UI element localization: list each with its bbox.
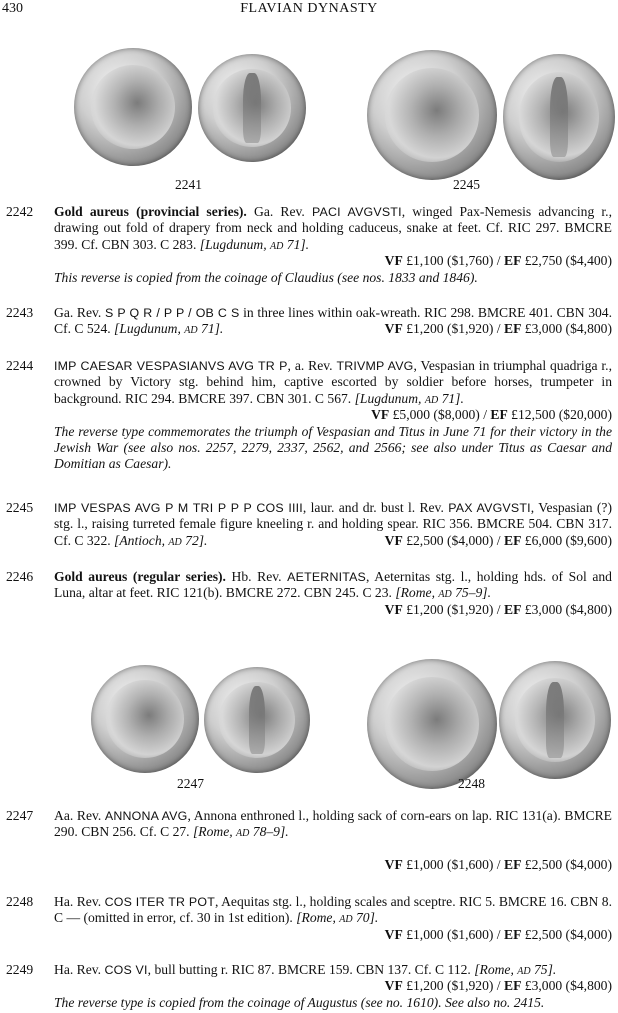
catalogue-entry-2249 [6, 962, 612, 1011]
mint-date: [Rome, ad 78–9]. [192, 824, 289, 840]
coin-figures-top [0, 40, 618, 190]
reverse-legend: COS VI [104, 963, 148, 977]
entry-text: Ga. Rev. [54, 305, 105, 320]
entry-text: Ha. Rev. [54, 894, 105, 909]
entry-text: , a. Rev. [287, 358, 337, 373]
entry-description: , Aequitas stg. l., holding scales and sceptre. RIC 5. BMCRE 16. CBN 8. C — (omitted in error, cf. 30 in 1st edition). [54, 894, 612, 926]
figure-label-2241: 2241 [175, 177, 202, 192]
reverse-legend: COS ITER TR POT [104, 895, 215, 909]
entry-text: Ha. Rev. [54, 962, 105, 977]
valuation: VF £1,200 ($1,920) / EF £3,000 ($4,800) [384, 321, 612, 337]
entry-description: , Aeternitas stg. l., holding hds. of Sol and Luna, altar at feet. RIC 121(b). BMCRE 272. CBN 245. C 23. [54, 569, 612, 601]
coin-2245-obverse-image [367, 50, 497, 180]
coin-2241-reverse-image [198, 54, 306, 162]
entry-number: 2244 [6, 358, 34, 373]
entry-number: 2242 [6, 204, 34, 219]
entry-text: Aa. Rev. [54, 808, 105, 823]
entry-description: , Vespasian (?) stg. l., raising turreted female figure kneeling r. and holding spear. RIC 356. BMCRE 504. CBN 317. Cf. C 322. [54, 500, 612, 548]
entry-note: The reverse type commemorates the triumph of Vespasian and Titus in June 71 for their victory in the Jewish War (see also nos. 2257, 2279, 2337, 2562, and 2566; see also under Titus as Caesar and Domitian as Caesar). [54, 423, 612, 472]
entry-description: , bull butting r. RIC 87. BMCRE 159. CBN 137. Cf. C 112. [147, 962, 475, 977]
reverse-legend: S P Q R / P P / OB C S [105, 306, 240, 320]
catalogue-entry-2246 [6, 569, 612, 618]
coin-2248-reverse-image [499, 661, 611, 779]
valuation: VF £1,200 ($1,920) / EF £3,000 ($4,800) [384, 978, 612, 994]
mint-date: [Antioch, ad 72]. [114, 532, 208, 548]
obverse-legend: IMP CAESAR VESPASIANVS AVG TR P [54, 359, 288, 373]
entry-number: 2246 [6, 569, 34, 584]
coin-figures-middle [0, 655, 618, 795]
valuation: VF £1,000 ($1,600) / EF £2,500 ($4,000) [384, 856, 612, 872]
entry-number: 2249 [6, 962, 34, 977]
entry-number: 2243 [6, 305, 34, 320]
entry-description: , winged Pax-Nemesis advancing r., drawing out fold of drapery from neck and holding caduceus, snake at feet. Cf. RIC 297. BMCRE 399. Cf. CBN 303. C 283. [54, 204, 612, 252]
coin-2248-obverse-image [367, 659, 497, 789]
valuation: VF £2,500 ($4,000) / EF £6,000 ($9,600) [384, 532, 612, 548]
entry-description: , Annona enthroned l., holding sack of corn-ears on lap. RIC 131(a). BMCRE 290. CBN 256. Cf. C 27. [54, 808, 612, 840]
mint-date: [Lugdunum, ad 71]. [199, 236, 310, 252]
catalogue-entry-2242 [6, 204, 612, 286]
valuation: VF £1,100 ($1,760) / EF £2,750 ($4,400) [384, 253, 612, 269]
entry-text: Hb. Rev. [225, 569, 288, 584]
catalogue-entry-2243 [6, 305, 612, 338]
denomination-heading: Gold aureus (regular series). [54, 569, 226, 584]
page-header [0, 0, 618, 22]
mint-date: [Lugdunum, ad 71]. [114, 321, 224, 337]
catalogue-entry-2245 [6, 500, 612, 549]
entry-note: The reverse type is copied from the coinage of Augustus (see no. 1610). See also no. 2415. [54, 994, 545, 1010]
mint-date: [Rome, ad 75]. [474, 962, 557, 977]
obverse-legend: IMP VESPAS AVG P M TRI P P P COS IIII [54, 501, 303, 515]
reverse-legend: ANNONA AVG [104, 809, 188, 823]
figure-label-2248: 2248 [458, 776, 485, 791]
coin-2245-reverse-image [503, 54, 615, 180]
catalogue-entry-2244 [6, 358, 612, 473]
entry-number: 2247 [6, 808, 34, 823]
entry-text: Ga. Rev. [246, 204, 312, 219]
entry-description: , Vespasian in triumphal quadriga r., crowned by Victory stg. behind him, captive escorted by soldier before horses, trumpeter in background. RIC 294. BMCRE 397. CBN 301. C 567. [54, 358, 612, 406]
valuation: VF £1,200 ($1,920) / EF £3,000 ($4,800) [384, 601, 612, 617]
catalogue-entry-2248 [6, 894, 612, 943]
page-number: 430 [2, 1, 23, 16]
reverse-legend: AETERNITAS [287, 570, 367, 584]
coin-2241-obverse-image [74, 48, 192, 166]
reverse-legend: TRIVMP AVG [336, 359, 414, 373]
catalogue-entry-2247 [6, 808, 612, 873]
valuation: VF £1,000 ($1,600) / EF £2,500 ($4,000) [384, 926, 612, 942]
entry-text: , laur. and dr. bust l. Rev. [302, 500, 449, 515]
coin-2247-reverse-image [204, 667, 310, 773]
entry-description: in three lines within oak-wreath. RIC 298. BMCRE 401. CBN 304. Cf. C 524. [54, 305, 613, 337]
reverse-legend: PAX AVGVSTI [448, 501, 531, 515]
entry-note: This reverse is copied from the coinage of Claudius (see nos. 1833 and 1846). [54, 269, 478, 285]
mint-date: [Rome, ad 75–9]. [395, 585, 491, 601]
reverse-legend: PACI AVGVSTI [312, 205, 402, 219]
figure-label-2247: 2247 [177, 776, 204, 791]
entry-number: 2248 [6, 894, 34, 909]
mint-date: [Lugdunum, ad 71]. [354, 390, 464, 406]
mint-date: [Rome, ad 70]. [296, 910, 379, 926]
entry-number: 2245 [6, 500, 34, 515]
denomination-heading: Gold aureus (provincial series). [54, 204, 247, 219]
running-title: FLAVIAN DYNASTY [240, 1, 378, 16]
coin-2247-obverse-image [91, 665, 199, 773]
valuation: VF £5,000 ($8,000) / EF £12,500 ($20,000) [371, 407, 612, 423]
figure-label-2245: 2245 [453, 177, 480, 192]
